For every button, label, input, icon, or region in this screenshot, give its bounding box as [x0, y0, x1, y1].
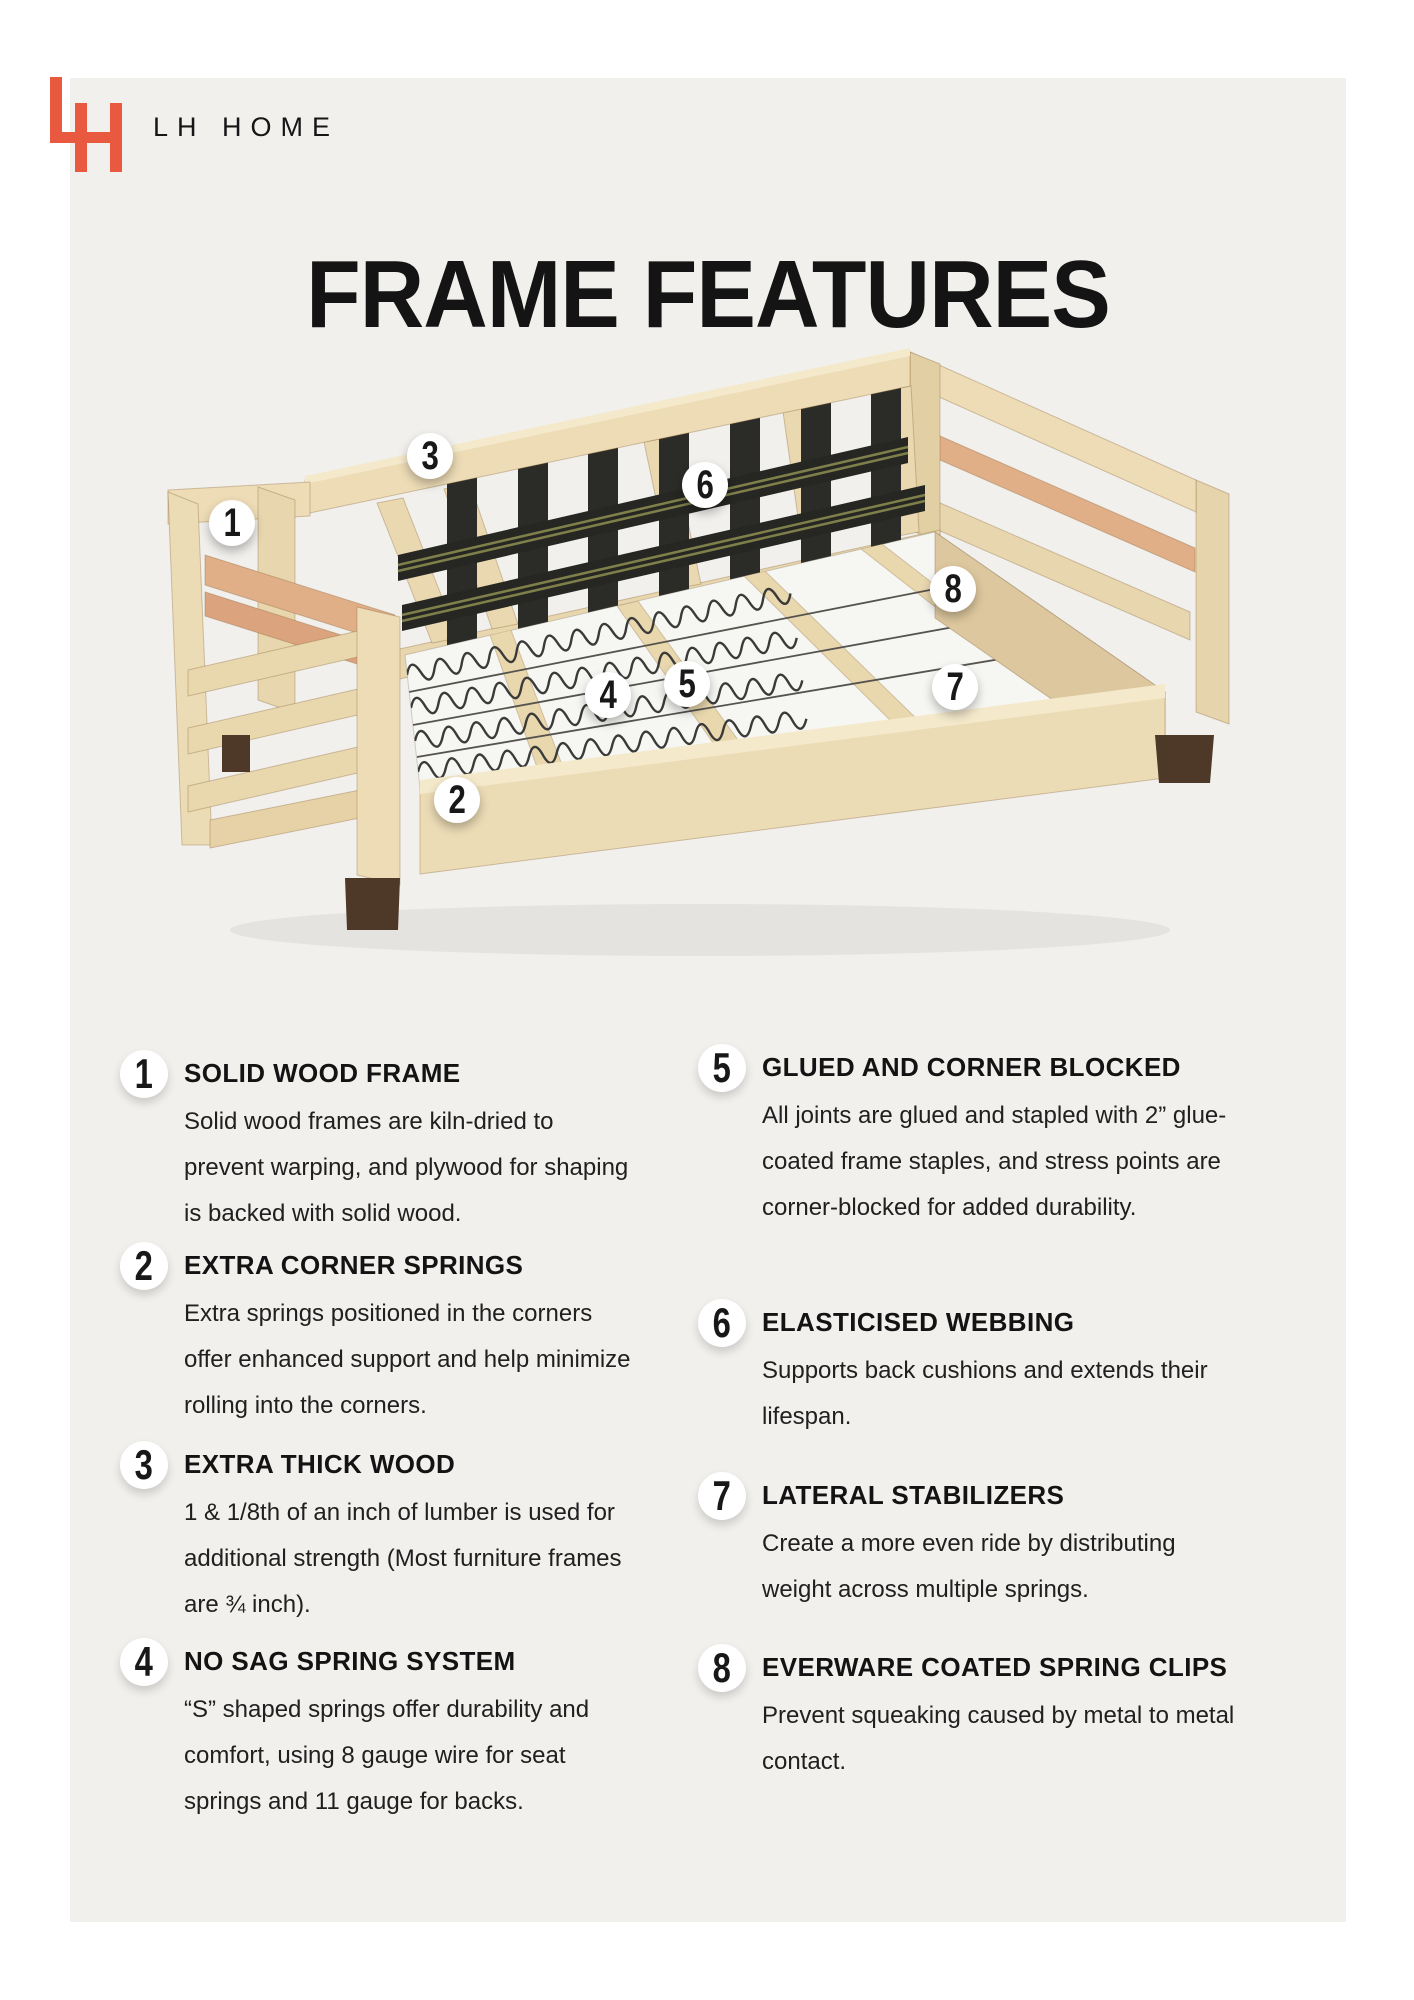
feature-item-8	[698, 1644, 1244, 1785]
feature-item-6	[698, 1299, 1244, 1440]
feature-item-1	[120, 1050, 636, 1237]
feature-title: NO SAG SPRING SYSTEM	[184, 1646, 516, 1676]
feature-title: SOLID WOOD FRAME	[184, 1058, 461, 1088]
feature-title: ELASTICISED WEBBING	[762, 1307, 1075, 1337]
callout-marker-6	[682, 462, 728, 508]
feature-number-badge	[698, 1472, 746, 1520]
callout-marker-5	[664, 661, 710, 707]
callout-marker-7	[932, 664, 978, 710]
feature-number: 2	[134, 1242, 154, 1289]
feature-item-3	[120, 1441, 636, 1628]
feature-description: “S” shaped springs offer durability and comfort, using 8 gauge wire for seat springs and 11 gauge for backs.	[184, 1696, 590, 1815]
feature-description: Supports back cushions and extends their lifespan.	[762, 1357, 1208, 1430]
callout-number: 2	[448, 778, 466, 822]
logo-bar	[50, 132, 122, 143]
feature-number: 3	[134, 1441, 154, 1488]
feature-item-7	[698, 1472, 1244, 1613]
feature-title: EXTRA CORNER SPRINGS	[184, 1250, 524, 1280]
feature-item-4	[120, 1638, 636, 1825]
callout-number: 5	[678, 662, 696, 706]
feature-number: 6	[712, 1299, 732, 1346]
feature-number-badge	[120, 1441, 168, 1489]
callout-number: 8	[944, 567, 962, 611]
feature-number-badge	[120, 1638, 168, 1686]
brand-name: LH HOME	[153, 112, 340, 142]
callout-marker-1	[209, 500, 255, 546]
callout-marker-4	[585, 672, 631, 718]
feature-description: All joints are glued and stapled with 2” glue-coated frame staples, and stress points are corner-blocked for added durability.	[762, 1102, 1227, 1221]
feature-item-2	[120, 1242, 636, 1429]
feature-title: EXTRA THICK WOOD	[184, 1449, 456, 1479]
feature-number-badge	[120, 1242, 168, 1290]
sofa-frame-drawing	[140, 330, 1270, 990]
feature-title: EVERWARE COATED SPRING CLIPS	[762, 1652, 1228, 1682]
feature-description: Solid wood frames are kiln-dried to prevent warping, and plywood for shaping is backed with solid wood.	[184, 1108, 629, 1227]
left-arm-frame	[168, 482, 400, 885]
feature-number-badge	[698, 1044, 746, 1092]
feature-number-badge	[698, 1644, 746, 1692]
feature-title: GLUED AND CORNER BLOCKED	[762, 1052, 1181, 1082]
feature-number-badge	[698, 1299, 746, 1347]
feature-number: 1	[134, 1050, 154, 1097]
sofa-frame-illustration	[140, 330, 1270, 990]
callout-marker-8	[930, 566, 976, 612]
callout-number: 6	[696, 463, 714, 507]
callout-marker-2	[434, 777, 480, 823]
callout-number: 1	[223, 501, 241, 545]
feature-item-5	[698, 1044, 1244, 1231]
callout-number: 7	[946, 665, 964, 709]
feature-number: 8	[712, 1644, 732, 1691]
page-title: FRAME FEATURES	[306, 241, 1110, 348]
feature-description: Create a more even ride by distributing weight across multiple springs.	[762, 1530, 1176, 1603]
feature-number: 5	[712, 1044, 732, 1091]
feature-description: Extra springs positioned in the corners offer enhanced support and help minimize rolling into the corners.	[184, 1300, 631, 1419]
callout-marker-3	[407, 433, 453, 479]
feature-number: 7	[712, 1472, 732, 1519]
feature-title: LATERAL STABILIZERS	[762, 1480, 1065, 1510]
callout-number: 3	[421, 434, 439, 478]
feature-number: 4	[134, 1638, 154, 1685]
feature-number-badge	[120, 1050, 168, 1098]
callout-number: 4	[599, 673, 617, 717]
feature-description: Prevent squeaking caused by metal to metal contact.	[762, 1702, 1235, 1775]
feature-description: 1 & 1/8th of an inch of lumber is used for additional strength (Most furniture frames are ¾ inch).	[184, 1499, 622, 1618]
